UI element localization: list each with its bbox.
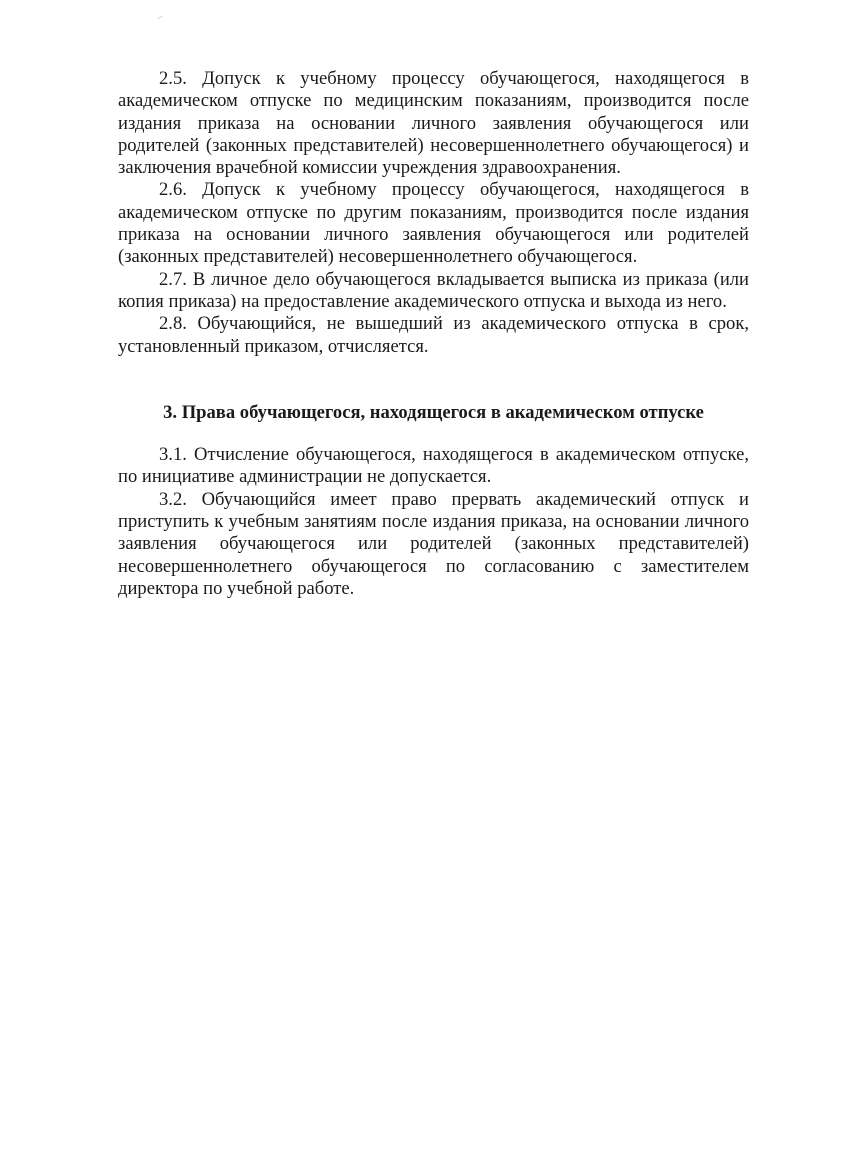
- paragraph-3-2: 3.2. Обучающийся имеет право прервать академический отпуск и приступить к учебным занятиям после издания приказа, на основании личного заявления обучающегося или родителей (законных представителей) несовершеннолетнего обучающегося по согласованию с заместителем директора по учебной работе.: [118, 488, 749, 599]
- paragraph-2-6: 2.6. Допуск к учебному процессу обучающегося, находящегося в академическом отпуске по другим показаниям, производится после издания приказа на основании личного заявления обучающегося или родителей (законных представителей) несовершеннолетнего обучающегося.: [118, 179, 749, 268]
- title-spacer: [118, 424, 749, 444]
- paragraph-2-5: 2.5. Допуск к учебному процессу обучающегося, находящегося в академическом отпуске по медицинским показаниям, производится после издания приказа на основании личного заявления обучающегося или родителей (законных представителей) несовершеннолетнего обучающегося) и заключения врачебной комиссии учреждения здравоохранения.: [118, 68, 749, 179]
- scan-artifact-mark: ⌐: [157, 11, 164, 23]
- section-3-title: 3. Права обучающегося, находящегося в академическом отпуске: [163, 401, 704, 423]
- document-page: [118, 68, 749, 600]
- paragraph-3-1: 3.1. Отчисление обучающегося, находящегося в академическом отпуске, по инициативе администрации не допускается.: [118, 444, 749, 488]
- paragraph-2-8: 2.8. Обучающийся, не вышедший из академического отпуска в срок, установленный приказом, отчисляется.: [118, 313, 749, 357]
- paragraph-2-7: 2.7. В личное дело обучающегося вкладывается выписка из приказа (или копия приказа) на предоставление академического отпуска и выхода из него.: [118, 268, 749, 312]
- section-spacer: [118, 358, 749, 402]
